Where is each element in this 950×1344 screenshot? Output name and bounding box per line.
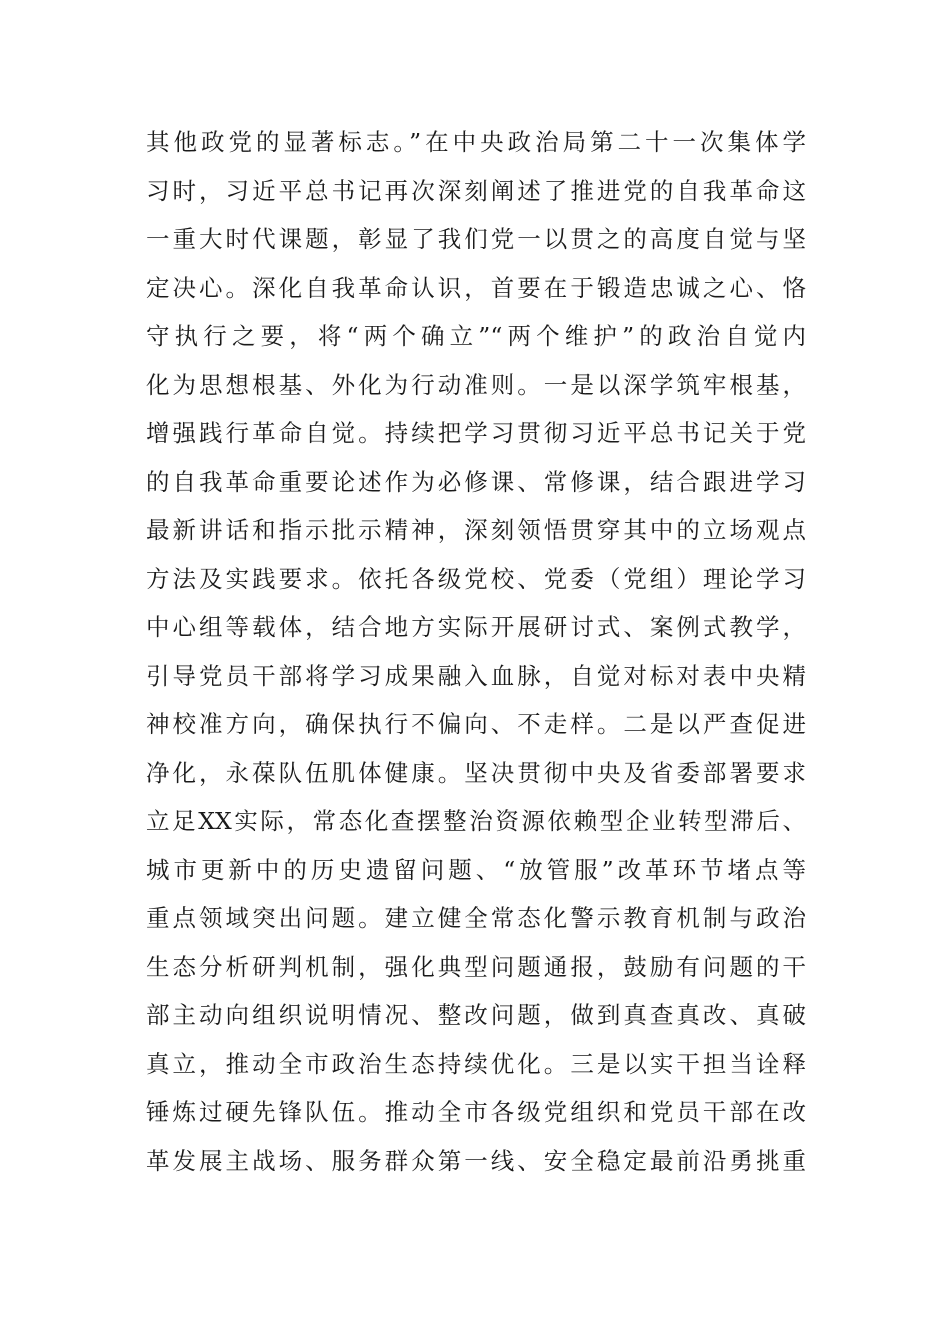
text-line: 一重大时代课题，彰显了我们党一以贯之的高度自觉与坚	[146, 225, 806, 253]
text-line: 生态分析研判机制，强化典型问题通报，鼓励有问题的干	[146, 952, 806, 981]
text-line: 革发展主战场、服务群众第一线、安全稳定最前沿勇挑重	[146, 1146, 806, 1175]
text-line: 锤炼过硬先锋队伍。推动全市各级党组织和党员干部在改	[146, 1098, 806, 1126]
text-line: 神校准方向，确保执行不偏向、不走样。二是以严查促进	[146, 710, 806, 738]
text-line: 定决心。深化自我革命认识，首要在于锻造忠诚之心、恪	[146, 273, 806, 302]
text-line: 守执行之要，将“两个确立”“两个维护”的政治自觉内	[146, 322, 806, 350]
text-line: 真立，推动全市政治生态持续优化。三是以实干担当诠释	[146, 1049, 806, 1078]
text-line: 部主动向组织说明情况、整改问题，做到真查真改、真破	[146, 1001, 806, 1029]
text-line: 引导党员干部将学习成果融入血脉，自觉对标对表中央精	[146, 661, 806, 690]
text-line: 方法及实践要求。依托各级党校、党委（党组）理论学习	[146, 564, 806, 593]
text-line: 增强践行革命自觉。持续把学习贯彻习近平总书记关于党	[146, 419, 806, 447]
text-line: 重点领域突出问题。建立健全常态化警示教育机制与政治	[146, 904, 806, 932]
text-line: 其他政党的显著标志。”在中央政治局第二十一次集体学	[146, 128, 806, 156]
text-line: 化为思想根基、外化为行动准则。一是以深学筑牢根基，	[146, 370, 806, 399]
text-line: 城市更新中的历史遗留问题、“放管服”改革环节堵点等	[146, 855, 806, 884]
text-line: 中心组等载体，结合地方实际开展研讨式、案例式教学，	[146, 613, 806, 641]
text-line: 立足XX实际，常态化查摆整治资源依赖型企业转型滞后、	[146, 807, 806, 835]
text-line: 最新讲话和指示批示精神，深刻领悟贯穿其中的立场观点	[146, 516, 806, 544]
text-line: 习时，习近平总书记再次深刻阐述了推进党的自我革命这	[146, 176, 806, 205]
text-line: 净化，永葆队伍肌体健康。坚决贯彻中央及省委部署要求	[146, 758, 806, 787]
text-line: 的自我革命重要论述作为必修课、常修课，结合跟进学习	[146, 467, 806, 496]
body-paragraph	[146, 118, 806, 1185]
